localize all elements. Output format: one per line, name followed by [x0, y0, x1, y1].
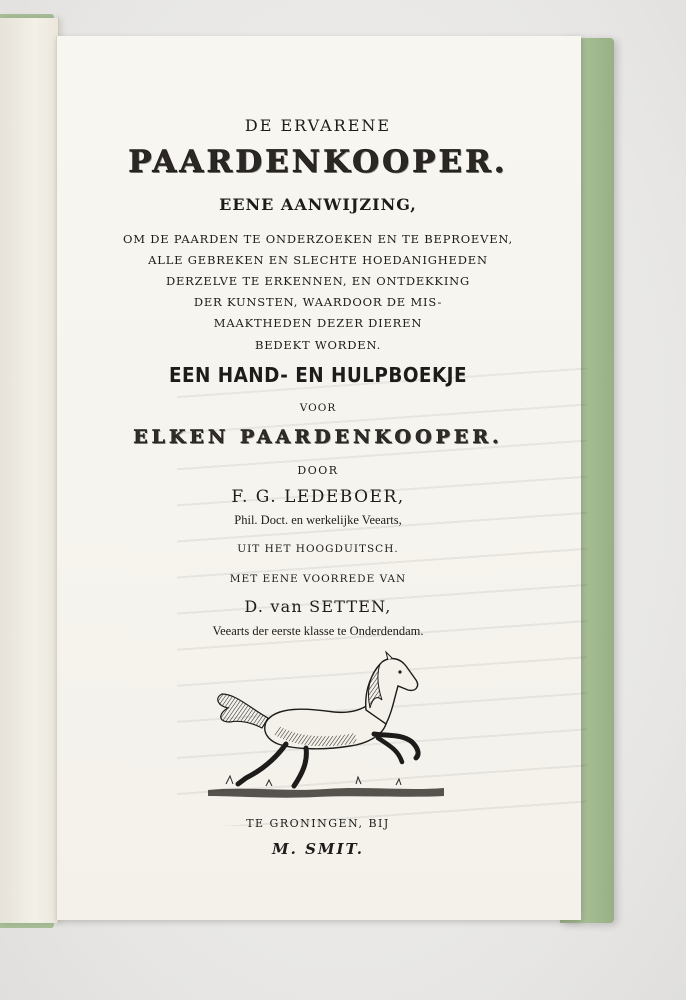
translation-note: UIT HET HOOGDUITSCH.	[237, 543, 399, 555]
desc-line-5: MAAKTHEDEN DEZER DIEREN	[213, 316, 423, 330]
left-page	[0, 18, 59, 923]
desc-line-4: DER KUNSTEN, WAARDOOR DE MIS-	[193, 295, 443, 309]
door-line: DOOR	[297, 464, 339, 477]
author-name: F. G. LEDEBOER,	[231, 487, 405, 507]
preface-author: D. van SETTEN,	[244, 597, 392, 616]
desc-line-2: ALLE GEBREKEN EN SLECHTE HOEDANIGHEDEN	[148, 253, 488, 267]
voor-line: VOOR	[299, 402, 337, 414]
desc-line-1: OM DE PAARDEN TE ONDERZOEKEN EN TE BEPROEVEN,	[123, 232, 513, 246]
horse-illustration	[206, 650, 450, 802]
handbook-heading: EEN HAND- EN HULPBOEKJE	[168, 363, 468, 387]
desc-line-6: BEDEKT WORDEN.	[254, 338, 382, 352]
main-title: PAARDENKOOPER.	[128, 144, 508, 180]
subtitle: EENE AANWIJZING,	[219, 195, 417, 214]
preface-author-title: Veearts der eerste klasse te Onderdendam.	[212, 624, 424, 638]
audience-line: ELKEN PAARDENKOOPER.	[133, 426, 503, 448]
author-title: Phil. Doct. en werkelijke Veearts,	[234, 513, 402, 527]
imprint-place: TE GRONINGEN, BIJ	[246, 817, 390, 830]
title-line-1: DE ERVARENE	[244, 116, 392, 135]
desc-line-3: DERZELVE TE ERKENNEN, EN ONTDEKKING	[165, 274, 471, 288]
preface-line: MET EENE VOORREDE VAN	[229, 573, 407, 585]
publisher: M. SMIT.	[272, 840, 364, 858]
